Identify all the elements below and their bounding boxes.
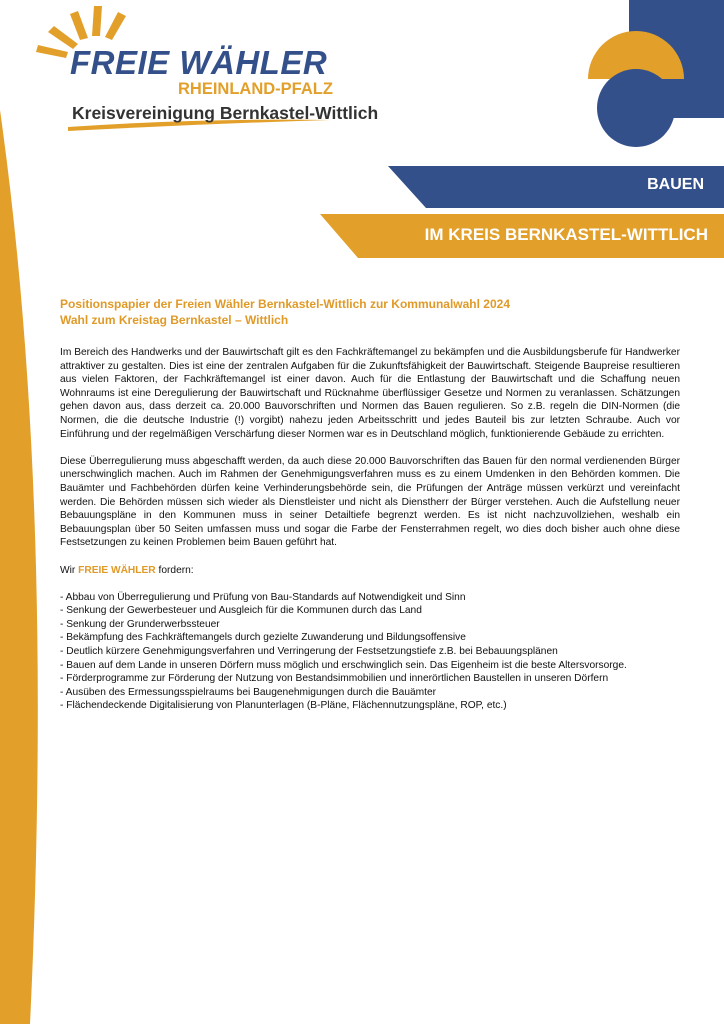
demands-prefix: Wir (60, 564, 76, 576)
list-item: - Ausüben des Ermessungsspielraums bei Baugenehmigungen durch die Bauämter (60, 686, 437, 698)
list-item: - Senkung der Gewerbesteuer und Ausgleich für die Kommunen durch das Land (60, 605, 422, 617)
demands-intro (60, 564, 680, 578)
list-item: - Bauen auf dem Lande in unseren Dörfern muss möglich und erschwinglich sein. Das Eigenheim ist die beste Altersvorsorge. (60, 659, 627, 671)
demands-party: FREIE WÄHLER (78, 564, 156, 576)
document-title-line1: Positionspapier der Freien Wähler Bernkastel-Wittlich zur Kommunalwahl 2024 (60, 297, 510, 311)
topic-banner-label: BAUEN (647, 176, 704, 193)
demands-suffix: fordern: (158, 564, 194, 576)
list-item: - Flächendeckende Digitalisierung von Planunterlagen (B-Pläne, Flächennutzungspläne, ROP, etc.) (60, 700, 507, 712)
blue-circle (597, 69, 675, 147)
region-banner-label: IM KREIS BERNKASTEL-WITTLICH (424, 225, 708, 244)
party-logo-region: RHEINLAND-PFALZ (178, 80, 333, 98)
party-logo-name: FREIE WÄHLER (70, 44, 328, 81)
list-item: - Bekämpfung des Fachkräftemangels durch gezielte Zuwanderung und Bildungsoffensive (60, 632, 466, 644)
paragraph-2: Diese Überregulierung muss abgeschafft werden, da auch diese 20.000 Bauvorschriften das Bauen für den normal verdienenden Bürger unerschwinglich machen. Auch im Rahmen der Genehmigungsverfahren muss es zu einem Umdenken in den Behörden kommen. Die Bauämter und Fachbehörden dürfen keine Verhinderungsbehörde sein, die Prüfungen der Anträge müssen verkürzt und vereinfacht werden. Die Behörden müssen sich wieder als Dienstleister und nicht als Dienstherr der Bürger verstehen. Auch die Aufstellung neuer Bebauungspläne in den Kommunen muss in seiner Detailtiefe begrenzt werden. Es ist nicht nachzuvollziehen, weshalb ein Bebauungsplan über 50 Seiten umfassen muss und sogar die Farbe der Fensterrahmen regelt, wo dies doch bisher auch ohne diese Festsetzungen zu keinen Problemen beim Bauen geführt hat. (60, 455, 680, 549)
party-association: Kreisvereinigung Bernkastel-Wittlich (72, 103, 379, 123)
list-item: - Abbau von Überregulierung und Prüfung von Bau-Standards auf Notwendigkeit und Sinn (60, 591, 466, 603)
list-item: - Förderprogramme zur Förderung der Nutzung von Bestandsimmobilien und innerörtlichen Baustellen in unseren Dörfern (60, 673, 609, 685)
left-swoosh (0, 110, 38, 1024)
paragraph-1: Im Bereich des Handwerks und der Bauwirtschaft gilt es den Fachkräftemangel zu bekämpfen und die Ausbildungsberufe für Handwerker attraktiver zu gestalten. Dies ist eine der zentralen Aufgaben für die Zukunftsfähigkeit der Bauwirtschaft. Steigende Baupreise resultieren aus vielen Faktoren, der Fachkräftemangel ist einer davon. Auch für die Entlastung der Bauwirtschaft und die Schaffung neuen Wohnraums ist eine Deregulierung der Bauwirtschaft und Rücknahme überflüssiger Gesetze und Normen zu veranlassen. Schätzungen gehen davon aus, dass derzeit ca. 20.000 Bauvorschriften und Normen das Bauen regulieren. So z.B. regeln die DIN-Normen (die Normen, die die deutsche Industrie (!) vorgibt) nahezu jeden Arbeitsschritt und jedes Bauteil bis zur letzten Schraube. Auch vor Einführung und der regelmäßigen Verschärfung dieser Normen war es in Deutschland möglich, funktionierende Gebäude zu errichten. (60, 347, 680, 440)
document-title (60, 296, 680, 328)
document-body (60, 346, 680, 713)
list-item: - Deutlich kürzere Genehmigungsverfahren und Verringerung der Festsetzungstiefe z.B. bei Bebauungsplänen (60, 646, 558, 658)
document-title-line2: Wahl zum Kreistag Bernkastel – Wittlich (60, 313, 289, 327)
demands-list (60, 591, 680, 713)
list-item: - Senkung der Grunderwerbssteuer (60, 618, 220, 630)
